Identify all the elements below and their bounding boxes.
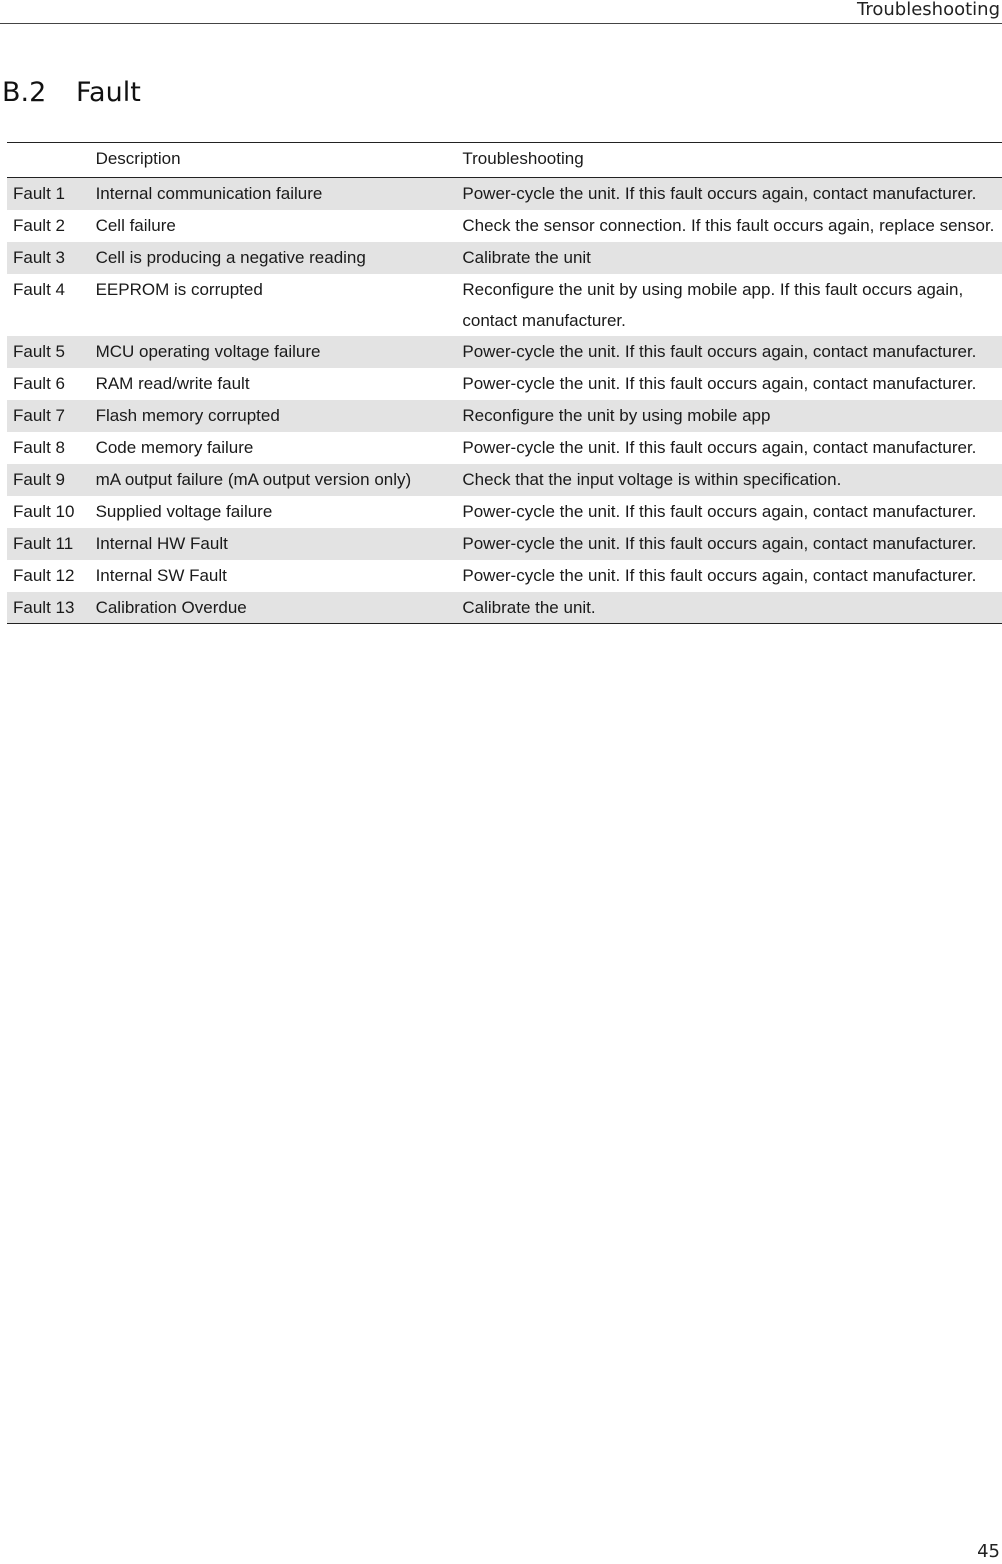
table-row	[7, 464, 1002, 496]
fault-id: Fault 11	[13, 533, 74, 553]
fault-id: Fault 13	[13, 597, 75, 617]
fault-id: Fault 9	[13, 469, 65, 489]
page-number: 45	[977, 1541, 1000, 1562]
fault-troubleshooting: Power-cycle the unit. If this fault occurs again, contact manufacturer.	[462, 373, 977, 393]
fault-description: Internal HW Fault	[95, 533, 228, 553]
section-title: Fault	[76, 77, 141, 108]
table-header	[7, 143, 1002, 178]
header-rule	[0, 23, 1002, 24]
fault-id: Fault 6	[13, 373, 65, 393]
fault-description: EEPROM is corrupted	[95, 279, 263, 299]
fault-id: Fault 5	[13, 341, 65, 361]
header-description: Description	[95, 149, 181, 168]
table-row	[7, 336, 1002, 368]
table-row	[7, 432, 1002, 464]
fault-description: Code memory failure	[95, 437, 254, 457]
table-row	[7, 560, 1002, 592]
header-troubleshooting: Troubleshooting	[462, 149, 584, 168]
fault-troubleshooting: Power-cycle the unit. If this fault occurs again, contact manufacturer.	[462, 184, 977, 203]
fault-troubleshooting: Check the sensor connection. If this fault occurs again, replace sensor.	[462, 215, 995, 235]
fault-description: Supplied voltage failure	[95, 501, 273, 521]
fault-troubleshooting: Reconfigure the unit by using mobile app	[462, 405, 771, 425]
fault-troubleshooting: Power-cycle the unit. If this fault occurs again, contact manufacturer.	[462, 565, 977, 585]
table-body	[7, 178, 1002, 624]
fault-description: Cell failure	[95, 215, 176, 235]
fault-id: Fault 8	[13, 437, 65, 457]
section-heading	[2, 76, 141, 110]
fault-table	[7, 142, 1002, 624]
fault-troubleshooting: Power-cycle the unit. If this fault occurs again, contact manufacturer.	[462, 437, 977, 457]
section-number: B.2	[2, 77, 47, 108]
fault-troubleshooting: Check that the input voltage is within specification.	[462, 469, 842, 489]
fault-id: Fault 2	[13, 215, 65, 235]
table-row	[7, 242, 1002, 274]
table-row	[7, 210, 1002, 242]
fault-description: RAM read/write fault	[95, 373, 250, 393]
table-row	[7, 178, 1002, 210]
fault-id: Fault 10	[13, 501, 75, 521]
header-id	[7, 143, 84, 178]
fault-id: Fault 3	[13, 247, 65, 267]
table-row	[7, 368, 1002, 400]
running-header: Troubleshooting	[857, 0, 1000, 20]
fault-description: Internal SW Fault	[95, 565, 227, 585]
table-row	[7, 400, 1002, 432]
fault-description: Internal communication failure	[95, 184, 323, 203]
fault-troubleshooting: Power-cycle the unit. If this fault occurs again, contact manufacturer.	[462, 533, 977, 553]
fault-description: MCU operating voltage failure	[95, 341, 321, 361]
fault-description: mA output failure (mA output version only)	[95, 469, 412, 489]
table-header-row	[7, 143, 1002, 178]
fault-troubleshooting: Calibrate the unit.	[462, 597, 596, 617]
fault-id: Fault 7	[13, 405, 65, 425]
table-row	[7, 274, 1002, 336]
fault-troubleshooting: Power-cycle the unit. If this fault occurs again, contact manufacturer.	[462, 501, 977, 521]
fault-troubleshooting: Calibrate the unit	[462, 247, 591, 267]
fault-id: Fault 1	[13, 184, 65, 203]
table-row	[7, 528, 1002, 560]
table-row	[7, 496, 1002, 528]
fault-troubleshooting: Power-cycle the unit. If this fault occurs again, contact manufacturer.	[462, 341, 977, 361]
fault-id: Fault 12	[13, 565, 75, 585]
fault-description: Flash memory corrupted	[95, 405, 280, 425]
fault-id: Fault 4	[13, 279, 65, 299]
table-row	[7, 592, 1002, 624]
fault-description: Cell is producing a negative reading	[95, 247, 366, 267]
fault-description: Calibration Overdue	[95, 597, 247, 617]
fault-troubleshooting: Reconfigure the unit by using mobile app. If this fault occurs again, contact manufacturer.	[462, 279, 964, 330]
